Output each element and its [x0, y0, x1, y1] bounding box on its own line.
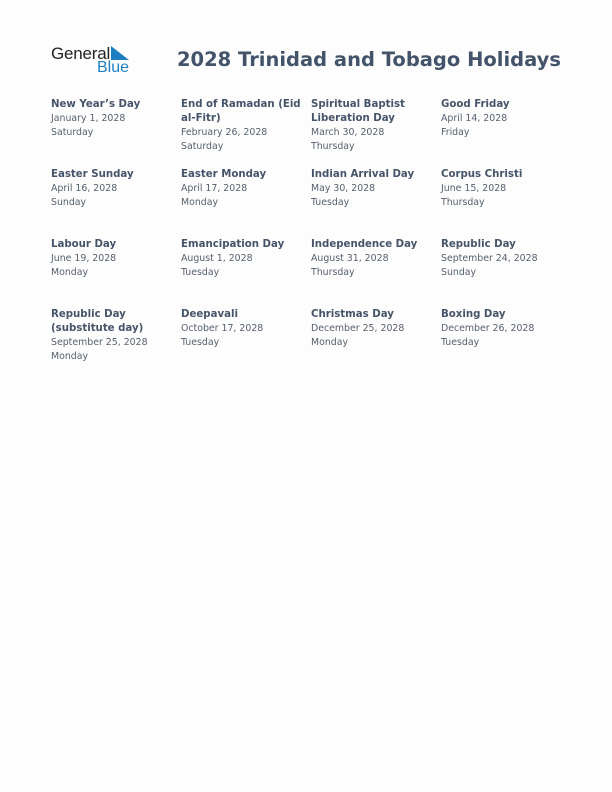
holiday-name: Republic Day (substitute day)	[51, 309, 144, 334]
holiday-date: April 16, 2028	[51, 183, 118, 194]
page-title: 2028 Trinidad and Tobago Holidays	[176, 48, 561, 71]
holiday-weekday: Monday	[181, 196, 219, 208]
holiday-weekday: Sunday	[441, 266, 477, 278]
holiday-item	[441, 98, 571, 168]
holiday-weekday: Tuesday	[181, 266, 220, 278]
holiday-item	[181, 168, 311, 238]
holiday-name: Easter Monday	[181, 169, 267, 180]
holiday-item	[51, 168, 181, 238]
holiday-item	[311, 168, 441, 238]
holiday-date: December 25, 2028	[311, 323, 405, 334]
holiday-date: August 1, 2028	[181, 253, 253, 264]
holiday-name: Independence Day	[311, 239, 418, 250]
holiday-name: New Year’s Day	[51, 99, 141, 110]
holiday-weekday: Tuesday	[181, 336, 220, 348]
holiday-date: October 17, 2028	[181, 323, 264, 334]
holiday-item	[311, 98, 441, 168]
holiday-date: June 19, 2028	[51, 253, 117, 264]
holiday-item	[441, 168, 571, 238]
holiday-item	[311, 308, 441, 378]
holiday-date: December 26, 2028	[441, 323, 535, 334]
holiday-weekday: Sunday	[51, 196, 87, 208]
holiday-item	[311, 238, 441, 308]
holiday-name: Boxing Day	[441, 309, 506, 320]
holiday-weekday: Thursday	[441, 196, 485, 208]
holiday-date: January 1, 2028	[51, 113, 126, 124]
holiday-weekday: Saturday	[181, 140, 224, 152]
holiday-item	[181, 98, 311, 168]
holiday-date: June 15, 2028	[441, 183, 507, 194]
holiday-grid	[51, 98, 571, 378]
holiday-weekday: Tuesday	[311, 196, 350, 208]
logo-word-blue: Blue	[97, 59, 130, 76]
holiday-weekday: Saturday	[51, 126, 94, 138]
holiday-item	[51, 98, 181, 168]
holiday-weekday: Monday	[51, 266, 89, 278]
holiday-date: February 26, 2028	[181, 127, 268, 138]
holiday-item	[441, 308, 571, 378]
holiday-date: September 25, 2028	[51, 337, 148, 348]
holiday-item	[181, 308, 311, 378]
holiday-date: April 14, 2028	[441, 113, 508, 124]
holiday-name: Republic Day	[441, 239, 516, 250]
holiday-date: September 24, 2028	[441, 253, 538, 264]
holiday-weekday: Friday	[441, 126, 470, 138]
logo-word-general: General	[51, 44, 111, 63]
holiday-name: End of Ramadan (Eid al-Fitr)	[181, 99, 301, 124]
holiday-item	[441, 238, 571, 308]
holiday-date: March 30, 2028	[311, 127, 385, 138]
holiday-date: May 30, 2028	[311, 183, 376, 194]
holiday-item	[51, 308, 181, 378]
holiday-date: August 31, 2028	[311, 253, 389, 264]
holiday-weekday: Tuesday	[441, 336, 480, 348]
holiday-weekday: Monday	[311, 336, 349, 348]
holiday-weekday: Monday	[51, 350, 89, 362]
holiday-name: Christmas Day	[311, 309, 394, 320]
holiday-name: Labour Day	[51, 239, 117, 250]
holiday-name: Indian Arrival Day	[311, 169, 415, 180]
holiday-date: April 17, 2028	[181, 183, 248, 194]
holiday-item	[181, 238, 311, 308]
logo-triangle-icon	[111, 46, 129, 60]
holiday-weekday: Thursday	[311, 140, 355, 152]
holiday-weekday: Thursday	[311, 266, 355, 278]
holiday-name: Easter Sunday	[51, 169, 134, 180]
holiday-name: Emancipation Day	[181, 239, 285, 250]
holiday-item	[51, 238, 181, 308]
holiday-name: Spiritual Baptist Liberation Day	[311, 99, 405, 124]
holiday-name: Corpus Christi	[441, 169, 523, 180]
holiday-name: Deepavali	[181, 309, 238, 320]
generalblue-logo	[51, 44, 135, 78]
holiday-name: Good Friday	[441, 99, 510, 110]
